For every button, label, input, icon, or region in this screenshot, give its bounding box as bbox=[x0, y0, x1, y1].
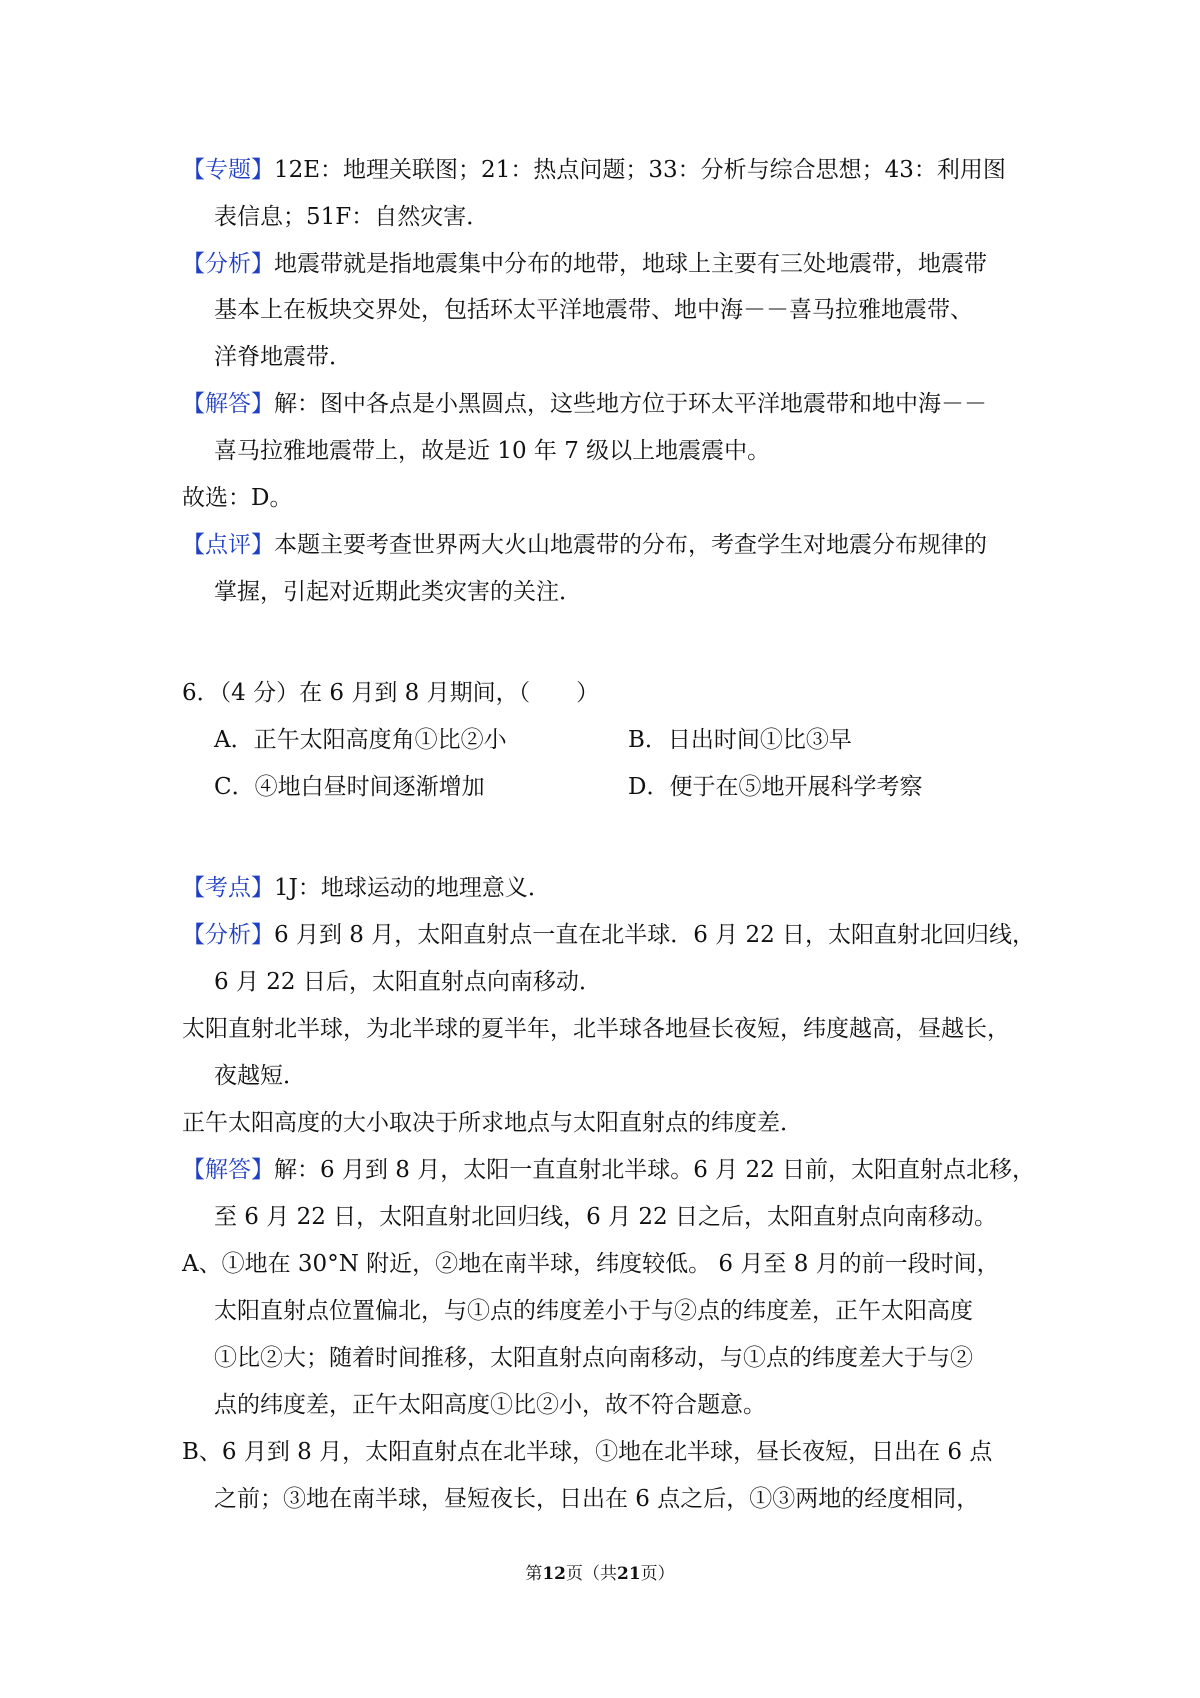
choice-line: 故选：D。 bbox=[182, 485, 293, 511]
topic-text-1: 12E：地理关联图；21：热点问题；33：分析与综合思想；43：利用图 bbox=[274, 157, 1006, 183]
point-line-1 bbox=[182, 873, 551, 903]
analysis2-line-3: 太阳直射北半球，为北半球的夏半年，北半球各地昼长夜短，纬度越高，昼越长， bbox=[182, 1016, 1010, 1042]
analysis-text-1: 地震带就是指地震集中分布的地带，地球上主要有三处地震带，地震带 bbox=[274, 251, 987, 277]
analysis2-line-5: 正午太阳高度的大小取决于所求地点与太阳直射点的纬度差． bbox=[182, 1110, 803, 1136]
option-a: A．正午太阳高度角①比②小 bbox=[214, 727, 507, 753]
option-b: B．日出时间①比③早 bbox=[628, 727, 852, 753]
answer2-line-1 bbox=[182, 1155, 1035, 1185]
answer2-a-line-1: A、①地在 30°N 附近，②地在南半球，纬度较低。 6 月至 8 月的前一段时间， bbox=[182, 1251, 1000, 1277]
analysis2-text-1: 6 月到 8 月，太阳直射点一直在北半球．6 月 22 日，太阳直射北回归线， bbox=[274, 922, 1036, 948]
comment-text-1: 本题主要考查世界两大火山地震带的分布，考查学生对地震分布规律的 bbox=[274, 532, 987, 558]
topic-line-2: 表信息；51F：自然灾害． bbox=[214, 204, 490, 230]
analysis2-tag: 【分析】 bbox=[182, 922, 274, 948]
answer2-a-line-4: 点的纬度差，正午太阳高度①比②小，故不符合题意。 bbox=[214, 1392, 766, 1418]
answer-line-2: 喜马拉雅地震带上，故是近 10 年 7 级以上地震震中。 bbox=[214, 438, 771, 464]
answer-text-1: 解：图中各点是小黑圆点，这些地方位于环太平洋地震带和地中海－－ bbox=[274, 391, 987, 417]
analysis-line-1 bbox=[182, 249, 987, 279]
answer2-tag: 【解答】 bbox=[182, 1157, 274, 1183]
answer2-b-line-2: 之前；③地在南半球，昼短夜长，日出在 6 点之后，①③两地的经度相同， bbox=[214, 1486, 980, 1512]
answer-tag: 【解答】 bbox=[182, 391, 274, 417]
footer-total-pages: 21 bbox=[617, 1564, 641, 1584]
answer2-b-line-1: B、6 月到 8 月，太阳直射点在北半球，①地在北半球，昼长夜短，日出在 6 点 bbox=[182, 1439, 993, 1465]
answer2-line-2: 至 6 月 22 日，太阳直射北回归线，6 月 22 日之后，太阳直射点向南移动。 bbox=[214, 1204, 997, 1230]
analysis2-line-4: 夜越短． bbox=[214, 1063, 306, 1089]
analysis2-line-2: 6 月 22 日后，太阳直射点向南移动． bbox=[214, 969, 602, 995]
topic-tag: 【专题】 bbox=[182, 157, 274, 183]
footer-middle: 页（共 bbox=[566, 1564, 617, 1584]
comment-tag: 【点评】 bbox=[182, 532, 274, 558]
point-text-1: 1J：地球运动的地理意义． bbox=[274, 875, 551, 901]
analysis-line-2: 基本上在板块交界处，包括环太平洋地震带、地中海－－喜马拉雅地震带、 bbox=[214, 297, 973, 323]
answer2-a-line-2: 太阳直射点位置偏北，与①点的纬度差小于与②点的纬度差，正午太阳高度 bbox=[214, 1298, 973, 1324]
page-footer bbox=[0, 1563, 1200, 1585]
comment-line-2: 掌握，引起对近期此类灾害的关注． bbox=[214, 579, 582, 605]
analysis-line-3: 洋脊地震带． bbox=[214, 344, 352, 370]
footer-page-number: 12 bbox=[542, 1564, 566, 1584]
footer-prefix: 第 bbox=[525, 1564, 543, 1584]
answer2-a-line-3: ①比②大；随着时间推移，太阳直射点向南移动，与①点的纬度差大于与② bbox=[214, 1345, 973, 1371]
footer-suffix: 页） bbox=[640, 1564, 675, 1584]
option-c: C．④地白昼时间逐渐增加 bbox=[214, 774, 485, 800]
answer-line-1 bbox=[182, 389, 987, 419]
point-tag: 【考点】 bbox=[182, 875, 274, 901]
comment-line-1 bbox=[182, 530, 987, 560]
analysis2-line-1 bbox=[182, 920, 1035, 950]
answer2-text-1: 解：6 月到 8 月，太阳一直直射北半球。6 月 22 日前，太阳直射点北移， bbox=[274, 1157, 1036, 1183]
analysis-tag: 【分析】 bbox=[182, 251, 274, 277]
option-d: D．便于在⑤地开展科学考察 bbox=[628, 774, 923, 800]
question-stem: 6．（4 分）在 6 月到 8 月期间，（ ） bbox=[182, 680, 600, 706]
topic-line-1 bbox=[182, 155, 1006, 185]
